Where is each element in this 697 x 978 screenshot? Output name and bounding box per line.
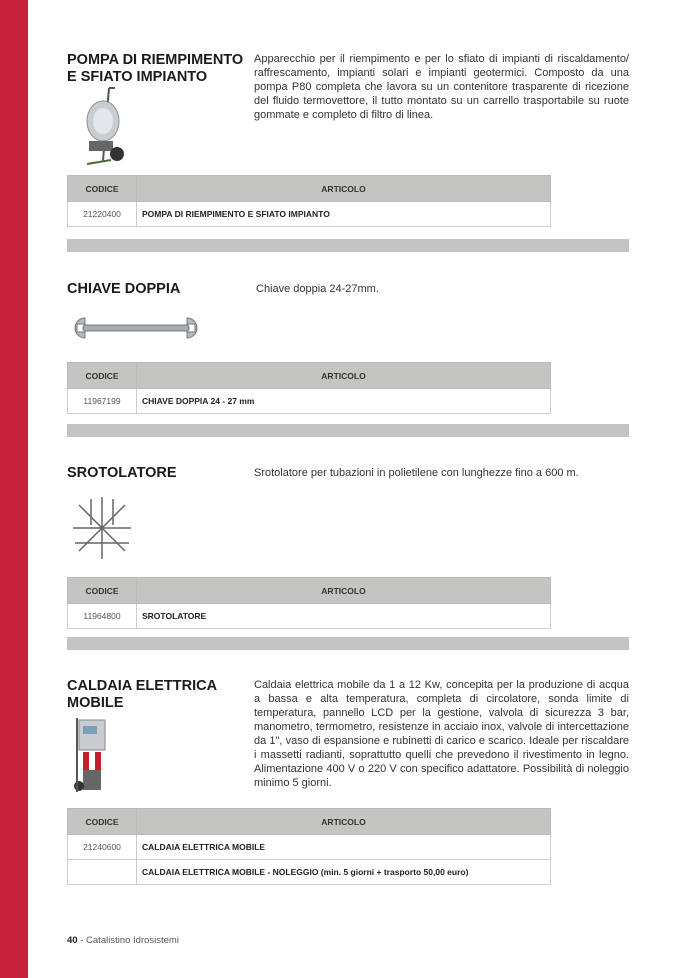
article-cell: CALDAIA ELETTRICA MOBILE - NOLEGGIO (min. 5 giorni + trasporto 50,00 euro) (137, 860, 551, 885)
product-title: CALDAIA ELETTRICA MOBILE (67, 678, 217, 711)
electric-boiler-image (73, 718, 115, 798)
product-table (67, 175, 551, 227)
code-cell: 11964800 (68, 604, 137, 629)
catalog-name: Catalistino Idrosistemi (86, 935, 179, 946)
code-cell: 21220400 (68, 202, 137, 227)
table-row (68, 835, 551, 860)
code-cell: 11967199 (68, 389, 137, 414)
article-header: ARTICOLO (137, 176, 551, 202)
pump-cart-image (81, 86, 131, 166)
code-cell (68, 860, 137, 885)
section-divider (67, 424, 629, 437)
double-wrench-image (69, 315, 203, 341)
article-header: ARTICOLO (137, 363, 551, 389)
product-table (67, 362, 551, 414)
table-row (68, 860, 551, 885)
product-title: POMPA DI RIEMPIMENTO E SFIATO IMPIANTO (67, 52, 244, 85)
section-divider (67, 637, 629, 650)
article-cell: SROTOLATORE (137, 604, 551, 629)
code-cell: 21240600 (68, 835, 137, 860)
product-table (67, 577, 551, 629)
footer-separator: - (77, 935, 87, 946)
code-header: CODICE (68, 363, 137, 389)
pipe-uncoiler-image (71, 495, 133, 561)
code-header: CODICE (68, 809, 137, 835)
table-row (68, 604, 551, 629)
article-cell: CHIAVE DOPPIA 24 - 27 mm (137, 389, 551, 414)
product-table (67, 808, 551, 885)
product-description: Apparecchio per il riempimento e per lo sfiato di impianti di riscaldamento/ raffrescamento, impianti solari e impianti geotermici. Composto da una pompa P80 completa che lavora su un contenitore trasparente di ricezione del fluido termovettore, il tutto montato su un carrello trasportabile su ruote gommate e completo di filtro di linea. (254, 53, 629, 121)
product-title: SROTOLATORE (67, 465, 177, 481)
article-header: ARTICOLO (137, 809, 551, 835)
code-header: CODICE (68, 176, 137, 202)
table-row (68, 389, 551, 414)
product-description: Srotolatore per tubazioni in polietilene con lunghezze fino a 600 m. (254, 467, 579, 479)
article-cell: CALDAIA ELETTRICA MOBILE (137, 835, 551, 860)
article-cell: POMPA DI RIEMPIMENTO E SFIATO IMPIANTO (137, 202, 551, 227)
page-number: 40 (67, 935, 78, 946)
table-row (68, 202, 551, 227)
article-header: ARTICOLO (137, 578, 551, 604)
product-description: Chiave doppia 24-27mm. (256, 283, 379, 295)
product-description: Caldaia elettrica mobile da 1 a 12 Kw, concepita per la produzione di acqua a bassa e alta temperatura, completa di circolatore, sonda limite di temperatura, pannello LCD per la gestione, valvola di sicurezza 3 bar, manometro, termometro, resistenze in acciaio inox, valvole di intercettazione da 1", vaso di espansione e rubinetti di carico e scarico. Ideale per riscaldare i massetti radianti, soprattutto quelli che prevedono il rivestimento in legno. Alimentazione 400 V o 220 V con specifico adattatore. Possibilità di noleggio minimo 5 giorni. (254, 679, 629, 789)
page-footer (67, 935, 179, 946)
product-title: CHIAVE DOPPIA (67, 281, 181, 297)
section-divider (67, 239, 629, 252)
code-header: CODICE (68, 578, 137, 604)
side-color-band (0, 0, 28, 978)
